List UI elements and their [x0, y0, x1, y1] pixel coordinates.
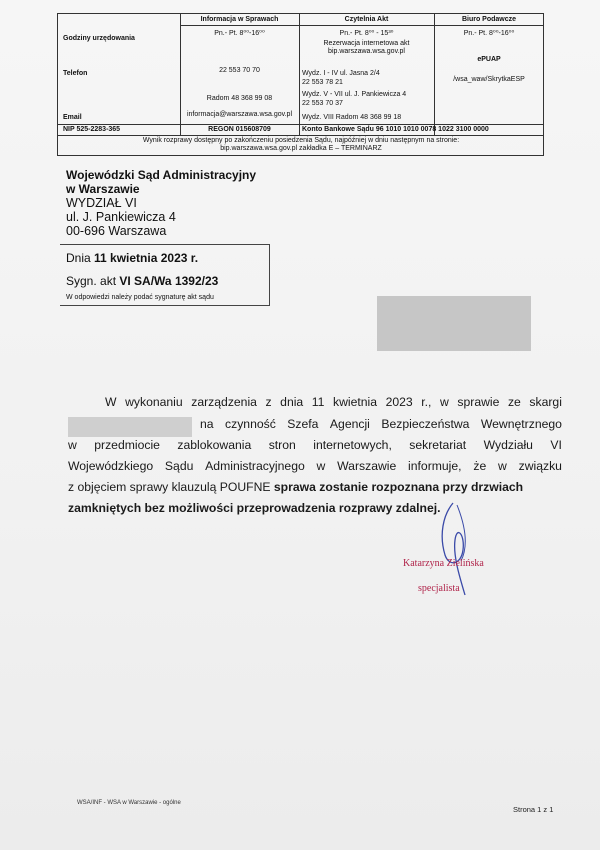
- date-reference-box: [60, 244, 270, 306]
- body-line-4: [68, 459, 562, 473]
- case-signature: Sygn. akt VI SA/Wa 1392/23: [66, 274, 219, 288]
- body-word: Bezpieczeństwa: [381, 417, 470, 431]
- col-reading-phone2: Wydz. V - VII ul. J. Pankiewicza 4: [302, 91, 407, 98]
- body-word: stron: [268, 438, 296, 452]
- court-name: Wojewódzki Sąd Administracyjny: [66, 168, 257, 182]
- nip-number: NIP 525-2283-365: [63, 126, 121, 133]
- body-word: Wydziału: [483, 438, 533, 452]
- col-office-title: Biuro Podawcze: [461, 16, 517, 23]
- body-word: W: [105, 395, 117, 409]
- body-word: w: [68, 438, 77, 452]
- body-word: z: [265, 395, 272, 409]
- body-word: w: [316, 459, 326, 473]
- col-info-email[interactable]: informacja@warszawa.wsa.gov.pl: [186, 111, 292, 118]
- signatory-name: Katarzyna Zielińska: [403, 558, 484, 569]
- col-reading-phone3: Wydz. VIII Radom 48 368 99 18: [302, 114, 402, 121]
- col-info-phone: 22 553 70 70: [219, 67, 260, 74]
- body-word: kwietnia: [333, 395, 378, 409]
- col-office-epuap: ePUAP: [477, 56, 501, 63]
- col-reading-phone2-num: 22 553 70 37: [302, 100, 343, 107]
- body-word: informuje,: [408, 459, 462, 473]
- bank-account: Konto Bankowe Sądu 96 1010 1010 0078 1022 3100 0000: [302, 126, 489, 133]
- body-word: 2023: [385, 395, 413, 409]
- body-word: Warszawie: [337, 459, 397, 473]
- body-word: Agencji: [329, 417, 370, 431]
- body-word: r.,: [421, 395, 432, 409]
- phone-label: Telefon: [63, 70, 88, 77]
- hearing-note-line1: Wynik rozprawy dostępny po zakończeniu posiedzenia Sądu, najpóźniej w dniu następnym na stronie:: [142, 137, 460, 144]
- body-word: Wewnętrznego: [480, 417, 562, 431]
- regon-number: REGON 015608709: [208, 126, 271, 133]
- body-word: sprawie: [457, 395, 500, 409]
- redacted-recipient: [377, 296, 531, 351]
- body-word: Sądu: [164, 459, 194, 473]
- body-word: Szefa: [287, 417, 319, 431]
- body-word: czynność: [225, 417, 276, 431]
- reply-instruction: W odpowiedzi należy podać sygnaturę akt sądu: [66, 294, 214, 301]
- body-word: VI: [550, 438, 562, 452]
- col-reading-reservation-url[interactable]: bip.warszawa.wsa.gov.pl: [328, 48, 405, 55]
- court-city: w Warszawie: [66, 182, 140, 196]
- col-reading-hours: Pn.- Pt. 8⁰⁰ - 15³⁰: [339, 30, 394, 37]
- body-word: w: [440, 395, 449, 409]
- col-reading-phone1-num: 22 553 78 21: [302, 79, 343, 86]
- col-info-radom: Radom 48 368 99 08: [206, 95, 273, 102]
- col-office-hours: Pn.- Pt. 8⁰⁰-16⁰⁰: [463, 30, 515, 37]
- col-reading-title: Czytelnia Akt: [344, 16, 389, 23]
- body-line-1: [105, 395, 562, 409]
- body-word: wykonaniu: [125, 395, 183, 409]
- letter-date: Dnia 11 kwietnia 2023 r.: [66, 251, 199, 265]
- body-word: internetowych,: [313, 438, 392, 452]
- page-number: Strona 1 z 1: [513, 805, 554, 814]
- signatory-role: specjalista: [418, 583, 460, 594]
- col-reading-phone1: Wydz. I - IV ul. Jasna 2/4: [302, 70, 380, 77]
- body-word: w: [498, 459, 507, 473]
- email-label: Email: [63, 114, 82, 121]
- body-line-3: [68, 438, 562, 452]
- body-word: Administracyjnego: [205, 459, 305, 473]
- body-line-5: z objęciem sprawy klauzulą POUFNE sprawa zostanie rozpoznana przy drzwiach: [68, 480, 524, 494]
- court-postal: 00-696 Warszawa: [66, 224, 167, 238]
- body-word: Wojewódzkiego: [68, 459, 154, 473]
- col-info-hours: Pn.- Pt. 8⁰⁰-16⁰⁰: [214, 30, 265, 37]
- col-office-epuap-address: /wsa_waw/SkrytkaESP: [453, 76, 525, 83]
- body-word: dnia: [280, 395, 304, 409]
- body-word: sekretariat: [409, 438, 467, 452]
- body-word: związku: [518, 459, 562, 473]
- hours-label: Godziny urzędowania: [63, 35, 135, 42]
- body-word: skargi: [529, 395, 562, 409]
- redacted-complainant: [68, 417, 192, 437]
- contact-header-table: [57, 13, 544, 156]
- court-address: [66, 168, 256, 238]
- court-division: WYDZIAŁ VI: [66, 196, 137, 210]
- col-info-title: Informacja w Sprawach: [200, 16, 279, 23]
- body-word: że: [473, 459, 487, 473]
- body-word: zarządzenia: [191, 395, 257, 409]
- body-word: zablokowania: [177, 438, 252, 452]
- hearing-note-line2: bip.warszawa.wsa.gov.pl zakładka E – TERMINARZ: [220, 145, 382, 152]
- body-line-6: zamkniętych bez możliwości przeprowadzenia rozprawy zdalnej.: [68, 501, 441, 515]
- body-word: ze: [507, 395, 521, 409]
- document-code: WSA/INF - WSA w Warszawie - ogólne: [77, 800, 181, 806]
- body-line-2: [200, 417, 562, 431]
- body-word: na: [200, 417, 214, 431]
- court-street: ul. J. Pankiewicza 4: [66, 210, 176, 224]
- body-word: 11: [311, 395, 325, 409]
- col-reading-reservation: Rezerwacja internetowa akt: [323, 40, 410, 47]
- body-word: przedmiocie: [94, 438, 160, 452]
